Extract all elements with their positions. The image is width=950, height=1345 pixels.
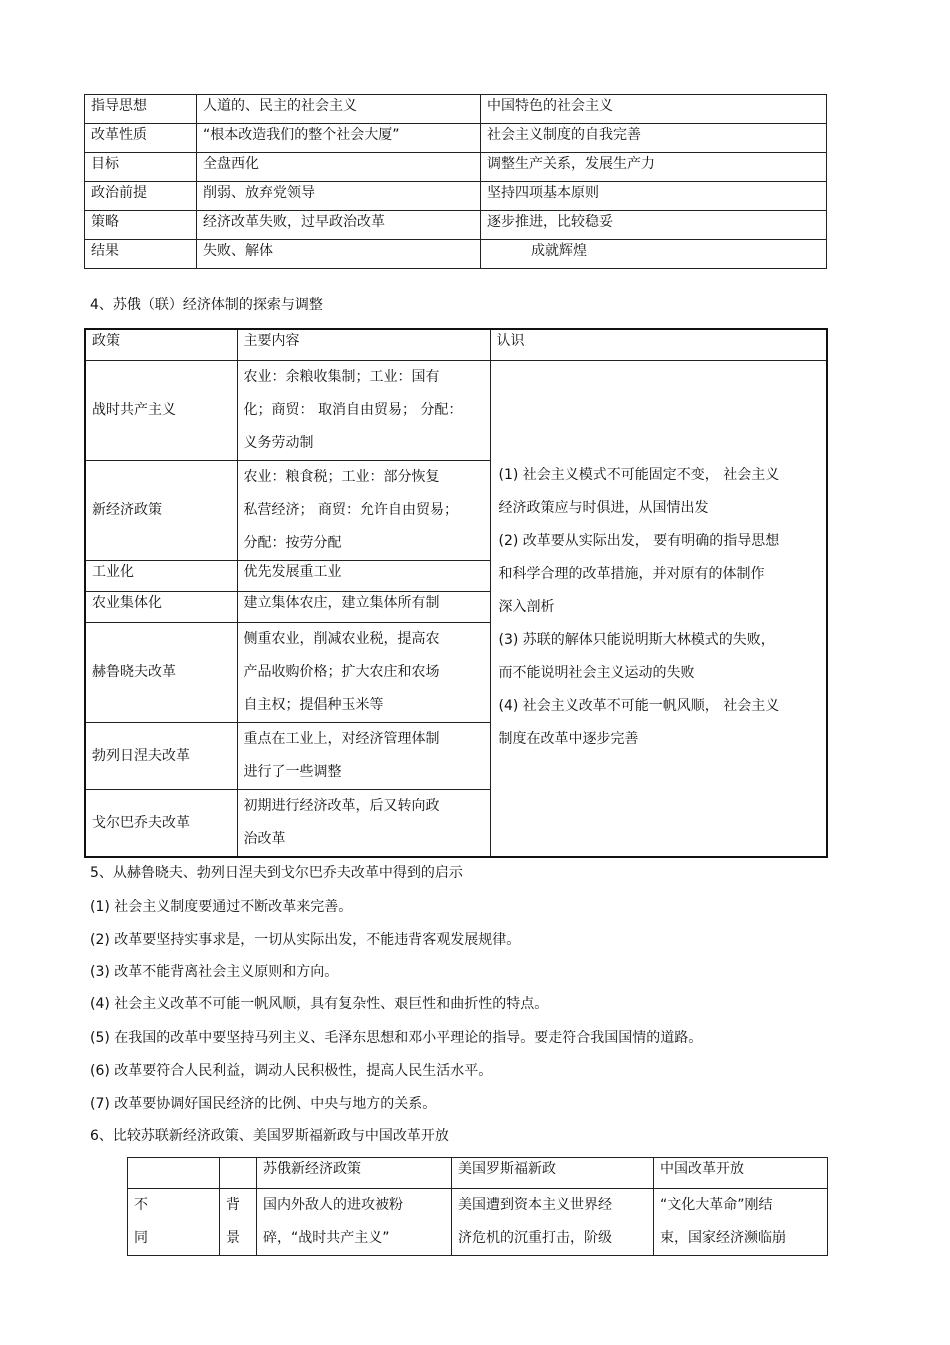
table-cell: 社会主义制度的自我完善 (481, 124, 827, 153)
policy-cell: 赫鲁晓夫改革 (85, 623, 237, 723)
table-row (85, 124, 827, 153)
content-cell: 优先发展重工业 (237, 561, 490, 592)
table-cell: 削弱、放弃党领导 (197, 182, 481, 211)
section-6-title: 6、比较苏联新经济政策、美国罗斯福新政与中国改革开放 (90, 1128, 449, 1144)
table-row (85, 95, 827, 124)
header-empty (128, 1158, 220, 1189)
table-cell: 策略 (85, 211, 197, 240)
table-cell: 成就辉煌 (481, 240, 827, 269)
table-row (85, 182, 827, 211)
content-line: 私营经济； 商贸：允许自由贸易； (243, 502, 458, 518)
nep-background (257, 1189, 452, 1256)
list-item: (5) 在我国的改革中要坚持马列主义、毛泽东思想和邓小平理论的指导。要走符合我国国情的道路。 (90, 1030, 703, 1046)
insight-line: (1) 社会主义模式不可能固定不变， 社会主义 (498, 467, 780, 483)
cell-line: 同 (134, 1230, 148, 1246)
cell-line: 国内外敌人的进攻被粉 (263, 1197, 403, 1213)
policy-cell: 勃列日涅夫改革 (85, 723, 237, 790)
table-cell: 政治前提 (85, 182, 197, 211)
table-cell: “根本改造我们的整个社会大厦” (197, 124, 481, 153)
row-label-difference (128, 1189, 220, 1256)
cell-line: 美国遭到资本主义世界经 (458, 1197, 612, 1213)
policy-cell: 农业集体化 (85, 592, 237, 623)
table-cell: 经济改革失败，过早政治改革 (197, 211, 481, 240)
table-header-row (85, 329, 827, 361)
table-cell: 全盘西化 (197, 153, 481, 182)
insight-line: 制度在改革中逐步完善 (498, 731, 639, 747)
content-line: 进行了一些调整 (243, 764, 342, 780)
content-cell (237, 461, 490, 561)
content-cell: 建立集体农庄，建立集体所有制 (237, 592, 490, 623)
content-line: 农业：余粮收集制；工业：国有 (243, 369, 440, 385)
policy-cell: 战时共产主义 (85, 361, 237, 461)
list-item: (7) 改革要协调好国民经济的比例、中央与地方的关系。 (90, 1096, 437, 1112)
header-new-deal: 美国罗斯福新政 (452, 1158, 654, 1189)
comparison-table-2 (127, 1157, 828, 1256)
section-4-title: 4、苏俄（联）经济体制的探索与调整 (90, 297, 323, 313)
table-row (128, 1189, 828, 1256)
insight-cell (490, 361, 827, 858)
policy-cell: 戈尔巴乔夫改革 (85, 790, 237, 858)
cell-line: 不 (134, 1197, 148, 1213)
list-item: (3) 改革不能背离社会主义原则和方向。 (90, 964, 339, 980)
table-row (85, 361, 827, 461)
table-row (85, 240, 827, 269)
table-cell: 坚持四项基本原则 (481, 182, 827, 211)
row-label-background (220, 1189, 257, 1256)
table-cell: 人道的、民主的社会主义 (197, 95, 481, 124)
policy-cell: 工业化 (85, 561, 237, 592)
table-cell: 调整生产关系，发展生产力 (481, 153, 827, 182)
cell-line: 束，国家经济濒临崩 (660, 1230, 786, 1246)
reform-background (654, 1189, 828, 1256)
section-5-title: 5、从赫鲁晓夫、勃列日涅夫到戈尔巴乔夫改革中得到的启示 (90, 865, 463, 881)
header-reform-opening: 中国改革开放 (654, 1158, 828, 1189)
content-line: 产品收购价格；扩大农庄和农场 (243, 664, 440, 680)
list-item: (1) 社会主义制度要通过不断改革来完善。 (90, 899, 353, 915)
cell-line: 碎，“战时共产主义” (263, 1230, 390, 1246)
content-line: 分配：按劳分配 (243, 535, 342, 551)
content-line: 初期进行经济改革，后又转向政 (243, 798, 440, 814)
content-cell (237, 790, 490, 858)
header-insight: 认识 (490, 329, 827, 361)
insight-line: 经济政策应与时俱进，从国情出发 (498, 500, 709, 516)
table-cell: 指导思想 (85, 95, 197, 124)
header-policy: 政策 (85, 329, 237, 361)
content-cell (237, 623, 490, 723)
insight-line: (3) 苏联的解体只能说明斯大林模式的失败， (498, 632, 775, 648)
cell-line: 景 (226, 1230, 240, 1246)
content-cell (237, 723, 490, 790)
policy-cell: 新经济政策 (85, 461, 237, 561)
insight-line: (4) 社会主义改革不可能一帆风顺， 社会主义 (498, 698, 780, 714)
content-cell (237, 361, 490, 461)
header-content: 主要内容 (237, 329, 490, 361)
table-cell: 结果 (85, 240, 197, 269)
cell-line: 背 (226, 1197, 240, 1213)
economic-system-table (84, 328, 828, 858)
list-item: (2) 改革要坚持实事求是，一切从实际出发，不能违背客观发展规律。 (90, 932, 521, 948)
table-row (85, 153, 827, 182)
content-line: 农业：粮食税；工业：部分恢复 (243, 469, 440, 485)
cell-line: “文化大革命”刚结 (660, 1197, 773, 1213)
content-line: 化；商贸： 取消自由贸易； 分配： (243, 402, 463, 418)
table-cell: 逐步推进，比较稳妥 (481, 211, 827, 240)
comparison-table-1 (84, 94, 827, 269)
list-item: (6) 改革要符合人民利益，调动人民积极性，提高人民生活水平。 (90, 1063, 493, 1079)
content-line: 重点在工业上，对经济管理体制 (243, 731, 440, 747)
header-empty (220, 1158, 257, 1189)
header-nep: 苏俄新经济政策 (257, 1158, 452, 1189)
cell-line: 济危机的沉重打击，阶级 (458, 1230, 612, 1246)
insight-line: (2) 改革要从实际出发， 要有明确的指导思想 (498, 533, 780, 549)
table-header-row (128, 1158, 828, 1189)
list-item: (4) 社会主义改革不可能一帆风顺，具有复杂性、艰巨性和曲折性的特点。 (90, 996, 549, 1012)
table-row (85, 211, 827, 240)
insight-line: 而不能说明社会主义运动的失败 (498, 665, 695, 681)
insight-line: 深入剖析 (498, 599, 555, 615)
table-cell: 中国特色的社会主义 (481, 95, 827, 124)
table-cell: 改革性质 (85, 124, 197, 153)
insight-line: 和科学合理的改革措施，并对原有的体制作 (498, 566, 765, 582)
table-cell: 失败、解体 (197, 240, 481, 269)
content-line: 自主权；提倡种玉米等 (243, 697, 384, 713)
new-deal-background (452, 1189, 654, 1256)
content-line: 侧重农业，削减农业税，提高农 (243, 631, 440, 647)
content-line: 治改革 (243, 831, 286, 847)
table-cell: 目标 (85, 153, 197, 182)
content-line: 义务劳动制 (243, 435, 314, 451)
